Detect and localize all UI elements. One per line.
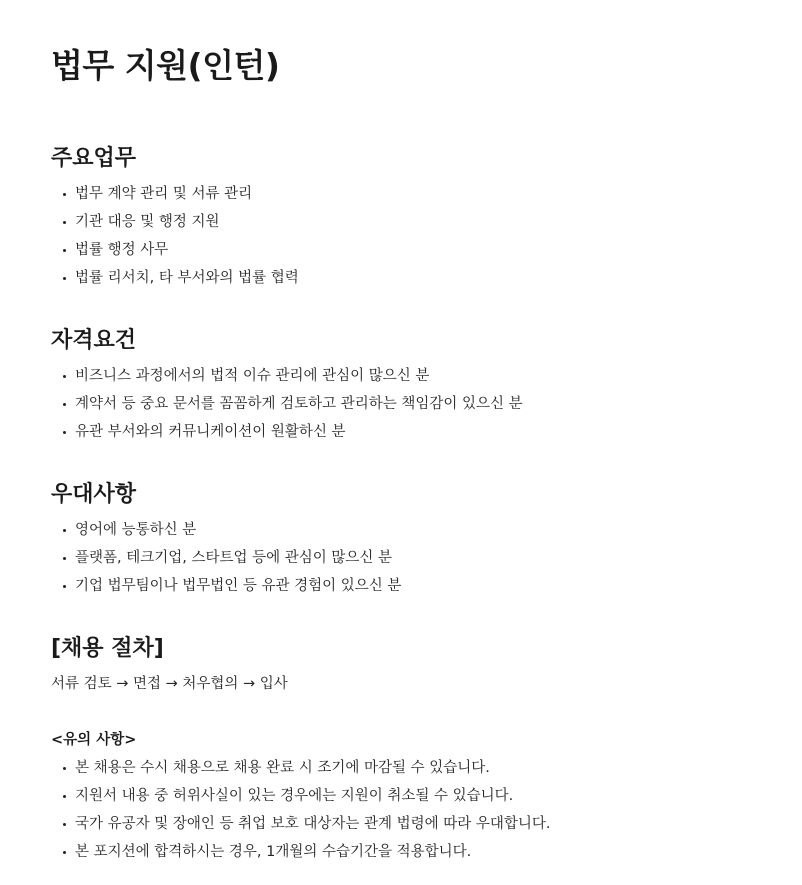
list-item: 비즈니스 과정에서의 법적 이슈 관리에 관심이 많으신 분 bbox=[60, 362, 523, 390]
list-item: 법률 리서치, 타 부서와의 법률 협력 bbox=[60, 264, 299, 292]
bullet-icon bbox=[63, 403, 66, 406]
qualifications-list bbox=[60, 362, 523, 446]
bullet-icon bbox=[63, 585, 66, 588]
list-item: 본 포지션에 합격하시는 경우, 1개월의 수습기간을 적용합니다. bbox=[60, 838, 551, 866]
bullet-icon bbox=[63, 375, 66, 378]
bullet-icon bbox=[63, 795, 66, 798]
section-heading-preferred: 우대사항 bbox=[51, 482, 137, 507]
list-item: 기업 법무팀이나 법무법인 등 유관 경험이 있으신 분 bbox=[60, 572, 401, 600]
list-item: 플랫폼, 테크기업, 스타트업 등에 관심이 많으신 분 bbox=[60, 544, 401, 572]
page-title: 법무 지원(인턴) bbox=[51, 46, 280, 85]
bullet-icon bbox=[63, 823, 66, 826]
bullet-icon bbox=[63, 193, 66, 196]
list-item: 유관 부서와의 커뮤니케이션이 원활하신 분 bbox=[60, 418, 523, 446]
section-heading-qualifications: 자격요건 bbox=[51, 328, 137, 353]
bullet-icon bbox=[63, 277, 66, 280]
bullet-icon bbox=[63, 557, 66, 560]
section-heading-duties: 주요업무 bbox=[51, 146, 137, 171]
list-item: 법무 계약 관리 및 서류 관리 bbox=[60, 180, 299, 208]
list-item: 지원서 내용 중 허위사실이 있는 경우에는 지원이 취소될 수 있습니다. bbox=[60, 782, 551, 810]
bullet-icon bbox=[63, 529, 66, 532]
bullet-icon bbox=[63, 249, 66, 252]
bullet-icon bbox=[63, 851, 66, 854]
duties-list bbox=[60, 180, 299, 292]
bullet-icon bbox=[63, 221, 66, 224]
list-item: 기관 대응 및 행정 지원 bbox=[60, 208, 299, 236]
bullet-icon bbox=[63, 767, 66, 770]
section-heading-process: [채용 절차] bbox=[51, 636, 164, 661]
preferred-list bbox=[60, 516, 401, 600]
notes-heading: <유의 사항> bbox=[51, 732, 137, 748]
process-steps: 서류 검토 → 면접 → 처우협의 → 입사 bbox=[51, 676, 288, 692]
notes-list bbox=[60, 754, 551, 866]
list-item: 국가 유공자 및 장애인 등 취업 보호 대상자는 관계 법령에 따라 우대합니다. bbox=[60, 810, 551, 838]
list-item: 본 채용은 수시 채용으로 채용 완료 시 조기에 마감될 수 있습니다. bbox=[60, 754, 551, 782]
list-item: 법률 행정 사무 bbox=[60, 236, 299, 264]
bullet-icon bbox=[63, 431, 66, 434]
list-item: 영어에 능통하신 분 bbox=[60, 516, 401, 544]
list-item: 계약서 등 중요 문서를 꼼꼼하게 검토하고 관리하는 책임감이 있으신 분 bbox=[60, 390, 523, 418]
